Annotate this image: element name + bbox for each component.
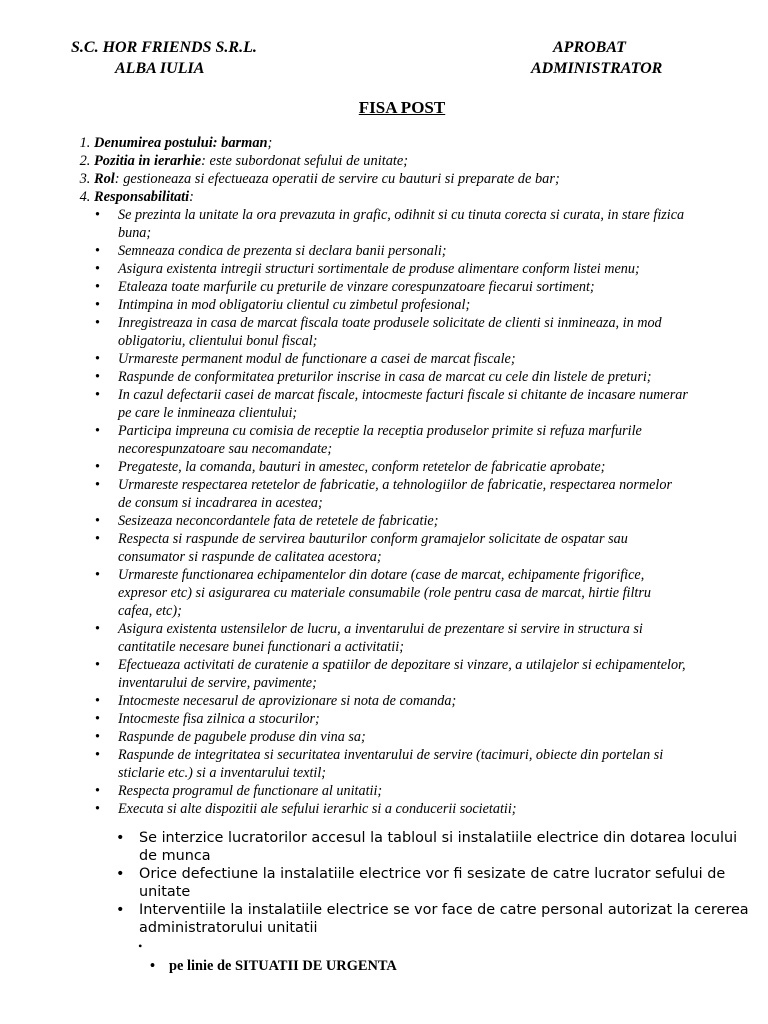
section-label: Denumirea postului	[94, 135, 213, 151]
section-job-name	[94, 134, 768, 152]
responsibility-item: • Sesizeaza neconcordantele fata de retetele de fabricatie;	[118, 512, 688, 530]
responsibility-item: • Efectueaza activitati de curatenie a spatiilor de depozitare si vinzare, a utilajelor si echipamentelor, inventarului de servire, pavimente;	[118, 656, 688, 692]
safety-rule-item: • Orice defectiune la instalatiile electrice vor fi sesizate de catre lucrator sefului de unitate	[139, 865, 759, 901]
bullet-icon: •	[150, 958, 156, 974]
document-title: FISA POST	[358, 98, 446, 117]
administrator-label: ADMINISTRATOR	[531, 60, 663, 77]
section-colon: :	[201, 153, 206, 169]
section-label: Rol	[94, 171, 115, 187]
section-label: Responsabilitati	[94, 189, 190, 205]
responsibility-item: • Respecta si raspunde de servirea bauturilor conform gramajelor solicitate de ospatar sau consumator si raspunde de calitatea acestora;	[118, 530, 688, 566]
responsibility-item: • Asigura existenta ustensilelor de lucru, a inventarului de prezentare si servire in structura si cantitatile necesare bunei functionari a activitatii;	[118, 620, 688, 656]
responsibility-item: • Intimpina in mod obligatoriu clientul cu zimbetul profesional;	[118, 296, 688, 314]
section-role	[94, 170, 768, 188]
responsibility-item: • Pregateste, la comanda, bauturi in amestec, conform retetelor de fabricatie aprobate;	[118, 458, 688, 476]
company-name: S.C. HOR FRIENDS S.R.L.	[71, 39, 257, 56]
section-value: gestioneaza si efectueaza operatii de servire cu bauturi si preparate de bar;	[119, 171, 560, 187]
section-hierarchy	[94, 152, 768, 170]
responsibility-item: • Semneaza condica de prezenta si declara banii personali;	[118, 242, 688, 260]
responsibility-item: • Raspunde de conformitatea preturilor inscrise in casa de marcat cu cele din listele de preturi;	[118, 368, 688, 386]
responsibility-item: • Asigura existenta intregii structuri sortimentale de produse alimentare conform listei menu;	[118, 260, 688, 278]
approved-label: APROBAT	[553, 39, 626, 56]
electrical-safety-list	[115, 829, 759, 937]
responsibility-item: • Intocmeste necesarul de aprovizionare si nota de comanda;	[118, 692, 688, 710]
emergency-heading-text: pe linie de SITUATII DE URGENTA	[169, 958, 397, 974]
section-colon: :	[212, 135, 218, 151]
responsibility-item: • Participa impreuna cu comisia de receptie la receptia produselor primite si refuza marfurile necorespunzatoare sau necomandate;	[118, 422, 688, 458]
responsibility-item: • In cazul defectarii casei de marcat fiscale, intocmeste facturi fiscale si chitante de incasare numerar pe care le inmineaza clientului;	[118, 386, 688, 422]
stray-bullet: •	[138, 939, 143, 953]
responsibility-item: • Urmareste respectarea retetelor de fabricatie, a tehnologiilor de fabricatie, respectarea normelor de consum si incadrarea in acestea;	[118, 476, 688, 512]
section-value: barman	[217, 135, 268, 151]
responsibility-item: • Executa si alte dispozitii ale sefului ierarhic si a conducerii societatii;	[118, 800, 688, 818]
responsibility-item: • Urmareste permanent modul de functionare a casei de marcat fiscale;	[118, 350, 688, 368]
emergency-heading	[150, 957, 397, 975]
section-colon: :	[189, 189, 194, 205]
safety-rule-item: • Interventiile la instalatiile electrice se vor face de catre personal autorizat la cererea administratorului unitatii	[139, 901, 759, 937]
responsibilities-list	[94, 206, 688, 818]
responsibility-item: • Inregistreaza in casa de marcat fiscala toate produsele solicitate de clienti si inmineaza, in mod obligatoriu, clientului bonul fiscal;	[118, 314, 688, 350]
section-label: Pozitia in ierarhie	[94, 153, 202, 169]
responsibility-item: • Raspunde de pagubele produse din vina sa;	[118, 728, 688, 746]
responsibility-item: • Intocmeste fisa zilnica a stocurilor;	[118, 710, 688, 728]
responsibility-item: • Se prezinta la unitate la ora prevazuta in grafic, odihnit si cu tinuta corecta si curata, in stare fizica buna;	[118, 206, 688, 242]
section-tail: ;	[267, 135, 273, 151]
job-sections-list	[38, 134, 768, 818]
section-responsibilities	[94, 188, 768, 818]
section-value: este subordonat sefului de unitate;	[205, 153, 409, 169]
safety-rule-item: • Se interzice lucratorilor accesul la tabloul si instalatiile electrice din dotarea locului de munca	[139, 829, 759, 865]
responsibility-item: • Raspunde de integritatea si securitatea inventarului de servire (tacimuri, obiecte din portelan si sticlarie etc.) si a inventarului textil;	[118, 746, 688, 782]
responsibility-item: • Etaleaza toate marfurile cu preturile de vinzare corespunzatoare fiecarui sortiment;	[118, 278, 688, 296]
responsibility-item: • Respecta programul de functionare al unitatii;	[118, 782, 688, 800]
responsibility-item: • Urmareste functionarea echipamentelor din dotare (case de marcat, echipamente frigorifice, expresor etc) si asigurarea cu materiale consumabile (role pentru casa de marcat, hirtie filtru cafea, etc);	[118, 566, 688, 620]
section-colon: :	[114, 171, 120, 187]
company-city: ALBA IULIA	[115, 60, 205, 77]
